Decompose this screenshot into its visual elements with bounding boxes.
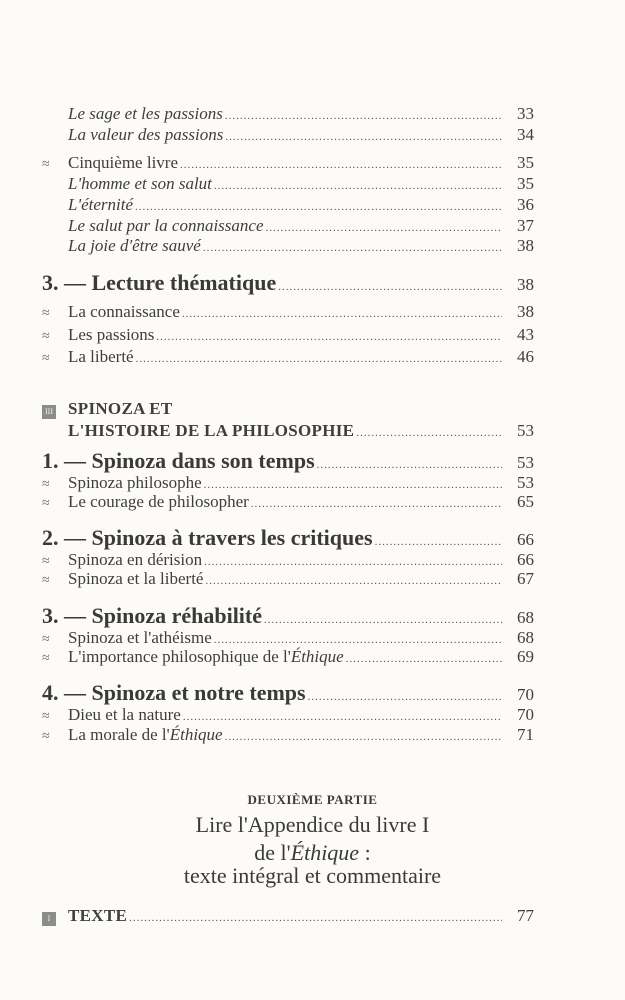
page-number: 53 bbox=[517, 473, 534, 492]
page-number: 46 bbox=[517, 347, 534, 366]
page-number: 38 bbox=[517, 275, 534, 294]
toc-section-heading[interactable] bbox=[42, 680, 534, 706]
page-number: 37 bbox=[517, 216, 534, 235]
leader-dots bbox=[225, 731, 502, 743]
leader-dots bbox=[214, 634, 502, 646]
leader-dots bbox=[251, 498, 502, 510]
leader-dots bbox=[214, 180, 502, 192]
leader-dots bbox=[225, 110, 502, 122]
page-number: 70 bbox=[517, 705, 534, 724]
tilde-bullet-icon: ≈ bbox=[42, 729, 50, 744]
page-number: 53 bbox=[517, 421, 534, 440]
entry-label: Les passions bbox=[68, 325, 155, 344]
leader-dots bbox=[203, 242, 502, 254]
entry-label: TEXTE bbox=[68, 906, 128, 925]
page-number: 53 bbox=[517, 453, 534, 472]
page-number: 66 bbox=[517, 530, 534, 549]
toc-entry[interactable] bbox=[42, 347, 534, 367]
page-number: 66 bbox=[517, 550, 534, 569]
entry-label: La morale de l'Éthique bbox=[68, 725, 223, 744]
tilde-bullet-icon: ≈ bbox=[42, 351, 50, 366]
entry-label: 3. — Lecture thématique bbox=[42, 270, 277, 295]
leader-dots bbox=[356, 427, 502, 439]
toc-part-heading[interactable] bbox=[42, 421, 534, 441]
page-number: 34 bbox=[517, 125, 534, 144]
page-number: 38 bbox=[517, 236, 534, 255]
toc-entry[interactable] bbox=[42, 492, 534, 512]
toc-entry[interactable] bbox=[42, 725, 534, 745]
tilde-bullet-icon: ≈ bbox=[42, 651, 50, 666]
leader-dots bbox=[375, 536, 502, 548]
toc-section-heading[interactable] bbox=[42, 525, 534, 551]
leader-dots bbox=[346, 653, 502, 665]
tilde-bullet-icon: ≈ bbox=[42, 496, 50, 511]
toc-entry[interactable] bbox=[42, 195, 534, 215]
entry-label: Spinoza en dérision bbox=[68, 550, 203, 569]
toc-entry[interactable] bbox=[42, 473, 534, 493]
part-title-line3: texte intégral et commentaire bbox=[183, 863, 442, 888]
page-number: 68 bbox=[517, 608, 534, 627]
leader-dots bbox=[205, 575, 502, 587]
page-number: 69 bbox=[517, 647, 534, 666]
page-number: 71 bbox=[517, 725, 534, 744]
entry-label: La valeur des passions bbox=[68, 125, 224, 144]
toc-entry[interactable] bbox=[42, 153, 534, 173]
page-number: 35 bbox=[517, 174, 534, 193]
entry-label: 1. — Spinoza dans son temps bbox=[42, 448, 315, 473]
entry-label: 2. — Spinoza à travers les critiques bbox=[42, 525, 373, 550]
toc-entry[interactable] bbox=[42, 628, 534, 648]
entry-label: Cinquième livre bbox=[68, 153, 179, 172]
leader-dots bbox=[308, 691, 502, 703]
toc-section-heading[interactable] bbox=[42, 448, 534, 474]
toc-entry[interactable] bbox=[42, 216, 534, 236]
entry-label: 4. — Spinoza et notre temps bbox=[42, 680, 306, 705]
leader-dots bbox=[204, 556, 502, 568]
toc-section-heading[interactable] bbox=[42, 603, 534, 629]
page-number: 43 bbox=[517, 325, 534, 344]
page-number: 33 bbox=[517, 104, 534, 123]
entry-label: Spinoza et la liberté bbox=[68, 569, 204, 588]
leader-dots bbox=[156, 331, 502, 343]
leader-dots bbox=[135, 201, 502, 213]
page-number: 36 bbox=[517, 195, 534, 214]
entry-label: Spinoza philosophe bbox=[68, 473, 202, 492]
entry-label: L'HISTOIRE DE LA PHILOSOPHIE bbox=[68, 421, 355, 440]
part-label: DEUXIÈME PARTIE bbox=[247, 792, 378, 807]
leader-dots bbox=[225, 131, 502, 143]
entry-label: Dieu et la nature bbox=[68, 705, 181, 724]
tilde-bullet-icon: ≈ bbox=[42, 632, 50, 647]
leader-dots bbox=[129, 912, 502, 924]
entry-label: SPINOZA ET bbox=[68, 399, 173, 418]
tilde-bullet-icon: ≈ bbox=[42, 306, 50, 321]
toc-part-heading-line1[interactable] bbox=[42, 399, 534, 419]
leader-dots bbox=[180, 159, 502, 171]
entry-label: Spinoza et l'athéisme bbox=[68, 628, 212, 647]
entry-label: Le salut par la connaissance bbox=[68, 216, 264, 235]
leader-dots bbox=[204, 479, 502, 491]
part-title-line2: de l'Éthique : bbox=[254, 840, 371, 865]
leader-dots bbox=[317, 459, 502, 471]
toc-entry[interactable] bbox=[42, 104, 534, 124]
tilde-bullet-icon: ≈ bbox=[42, 157, 50, 172]
entry-label: L'éternité bbox=[68, 195, 134, 214]
toc-entry[interactable] bbox=[42, 550, 534, 570]
roman-numeral-box-icon: III bbox=[42, 405, 56, 419]
toc-entry[interactable] bbox=[42, 236, 534, 256]
toc-entry[interactable] bbox=[42, 302, 534, 322]
page-number: 65 bbox=[517, 492, 534, 511]
entry-label: La liberté bbox=[68, 347, 134, 366]
leader-dots bbox=[264, 614, 502, 626]
entry-label: 3. — Spinoza réhabilité bbox=[42, 603, 263, 628]
leader-dots bbox=[278, 281, 502, 293]
tilde-bullet-icon: ≈ bbox=[42, 329, 50, 344]
tilde-bullet-icon: ≈ bbox=[42, 477, 50, 492]
toc-part-heading[interactable] bbox=[42, 906, 534, 926]
toc-entry[interactable] bbox=[42, 125, 534, 145]
entry-label: L'homme et son salut bbox=[68, 174, 212, 193]
toc-entry[interactable] bbox=[42, 174, 534, 194]
part-title-line1: Lire l'Appendice du livre I bbox=[195, 812, 430, 837]
roman-numeral-box-icon: I bbox=[42, 912, 56, 926]
page-number: 68 bbox=[517, 628, 534, 647]
page-number: 38 bbox=[517, 302, 534, 321]
toc-entry[interactable] bbox=[42, 647, 534, 667]
tilde-bullet-icon: ≈ bbox=[42, 709, 50, 724]
page-number: 77 bbox=[517, 906, 534, 925]
toc-entry[interactable] bbox=[42, 325, 534, 345]
entry-label: Le sage et les passions bbox=[68, 104, 223, 123]
page-number: 70 bbox=[517, 685, 534, 704]
tilde-bullet-icon: ≈ bbox=[42, 554, 50, 569]
entry-label: La connaissance bbox=[68, 302, 180, 321]
page-number: 67 bbox=[517, 569, 534, 588]
entry-label: La joie d'être sauvé bbox=[68, 236, 201, 255]
page-number: 35 bbox=[517, 153, 534, 172]
leader-dots bbox=[183, 711, 502, 723]
leader-dots bbox=[136, 353, 502, 365]
toc-section-heading[interactable] bbox=[42, 270, 534, 296]
tilde-bullet-icon: ≈ bbox=[42, 573, 50, 588]
leader-dots bbox=[266, 222, 503, 234]
leader-dots bbox=[182, 308, 502, 320]
entry-label: Le courage de philosopher bbox=[68, 492, 249, 511]
toc-entry[interactable] bbox=[42, 569, 534, 589]
toc-entry[interactable] bbox=[42, 705, 534, 725]
entry-label: L'importance philosophique de l'Éthique bbox=[68, 647, 344, 666]
